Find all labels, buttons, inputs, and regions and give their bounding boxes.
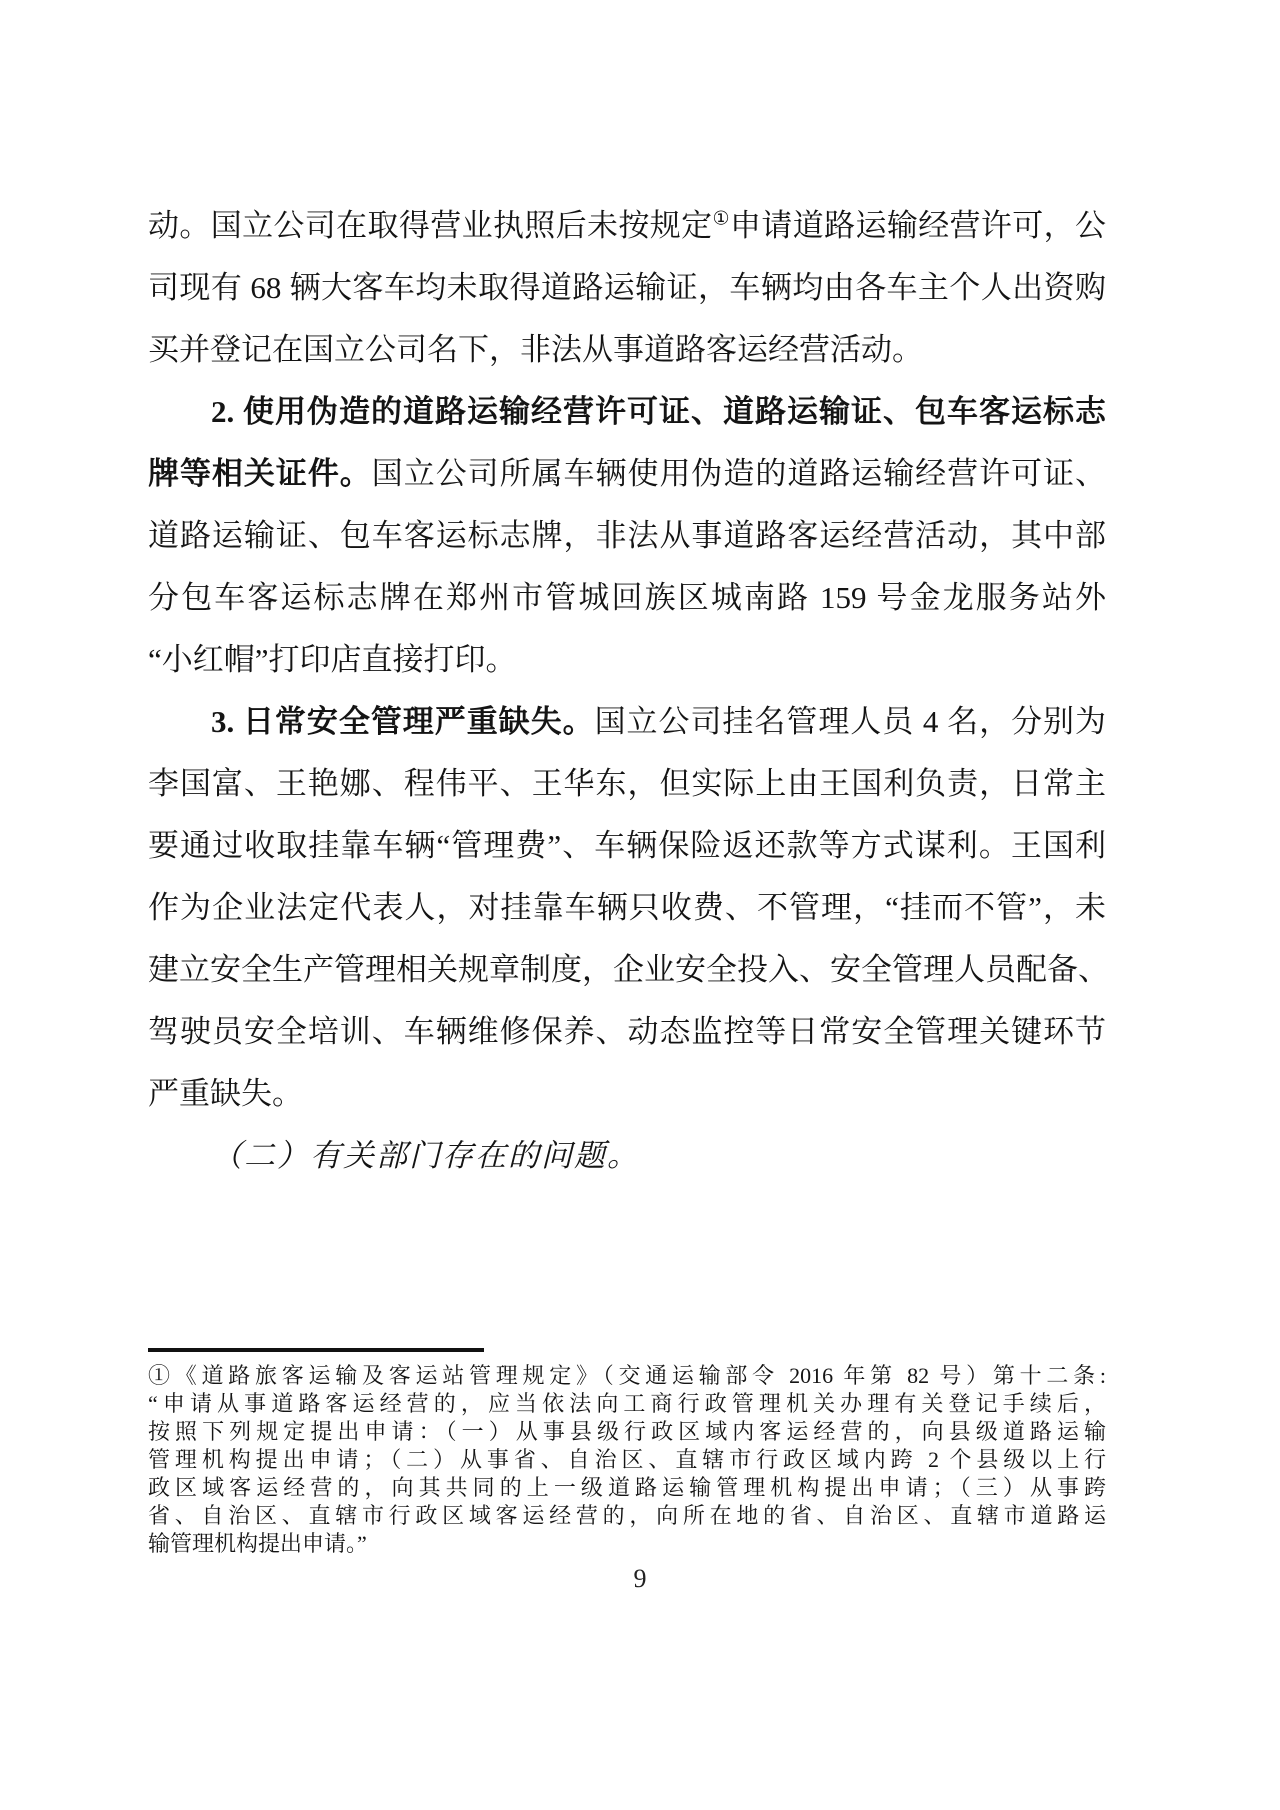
body-line: 驾驶员安全培训、车辆维修保养、动态监控等日常安全管理关键环节 — [148, 1014, 1106, 1049]
body-line: 分包车客运标志牌在郑州市管城回族区城南路 159 号金龙服务站外 — [148, 580, 1106, 615]
body-line: 李国富、王艳娜、程伟平、王华东，但实际上由王国利负责，日常主 — [148, 766, 1106, 801]
footnote-line: 按照下列规定提出申请：（一）从事县级行政区域内客运经营的，向县级道路运输 — [148, 1419, 1106, 1444]
footnote — [148, 1362, 1106, 1558]
footnote-line: 政区域客运经营的，向其共同的上一级道路运输管理机构提出申请；（三）从事跨 — [148, 1475, 1106, 1500]
body-line: 作为企业法定代表人，对挂靠车辆只收费、不管理，“挂而不管”，未 — [148, 890, 1106, 925]
body-line: “小红帽”打印店直接打印。 — [148, 642, 517, 677]
body-line — [148, 691, 1106, 753]
body-line: 司现有 68 辆大客车均未取得道路运输证，车辆均由各车主个人出资购 — [148, 270, 1106, 305]
footnote-line: ①《道路旅客运输及客运站管理规定》（交通运输部令 2016 年第 82 号）第十二条: — [148, 1363, 1106, 1388]
page-number: 9 — [633, 1564, 647, 1593]
body-line — [148, 381, 1106, 443]
footnote-line: 省、自治区、直辖市行政区域客运经营的，向所在地的省、自治区、直辖市道路运 — [148, 1503, 1106, 1528]
footnote-line: 输管理机构提出申请。” — [148, 1531, 367, 1556]
text-run: 国立公司挂名管理人员 4 名，分别为 — [594, 704, 1107, 739]
bold-run: 牌等相关证件。 — [148, 456, 372, 491]
footnote-line: “申请从事道路客运经营的，应当依法向工商行政管理机关办理有关登记手续后， — [148, 1391, 1106, 1416]
body-line — [148, 195, 1106, 257]
body-text — [148, 195, 1109, 1187]
footnote-separator — [148, 1348, 484, 1352]
body-line: 买并登记在国立公司名下，非法从事道路客运经营活动。 — [148, 332, 923, 367]
bold-run: 3. 日常安全管理严重缺失。 — [211, 704, 595, 739]
body-line: 道路运输证、包车客运标志牌，非法从事道路客运经营活动，其中部 — [148, 518, 1106, 553]
subsection-heading: （二）有关部门存在的问题。 — [211, 1138, 640, 1173]
body-line: 要通过收取挂靠车辆“管理费”、车辆保险返还款等方式谋利。王国利 — [148, 828, 1106, 863]
text-run: 动。国立公司在取得营业执照后未按规定 — [148, 208, 713, 243]
body-line — [148, 443, 1106, 505]
body-line: 严重缺失。 — [148, 1076, 303, 1111]
body-line: 建立安全生产管理相关规章制度，企业安全投入、安全管理人员配备、 — [148, 952, 1109, 987]
text-run: 申请道路运输经营许可，公 — [730, 208, 1106, 243]
text-run: 国立公司所属车辆使用伪造的道路运输经营许可证、 — [371, 456, 1107, 491]
bold-run: 2. 使用伪造的道路运输经营许可证、道路运输证、包车客运标志 — [211, 394, 1106, 429]
footnote-reference: ① — [712, 208, 731, 230]
footnote-line: 管理机构提出申请；（二）从事省、自治区、直辖市行政区域内跨 2 个县级以上行 — [148, 1447, 1106, 1472]
